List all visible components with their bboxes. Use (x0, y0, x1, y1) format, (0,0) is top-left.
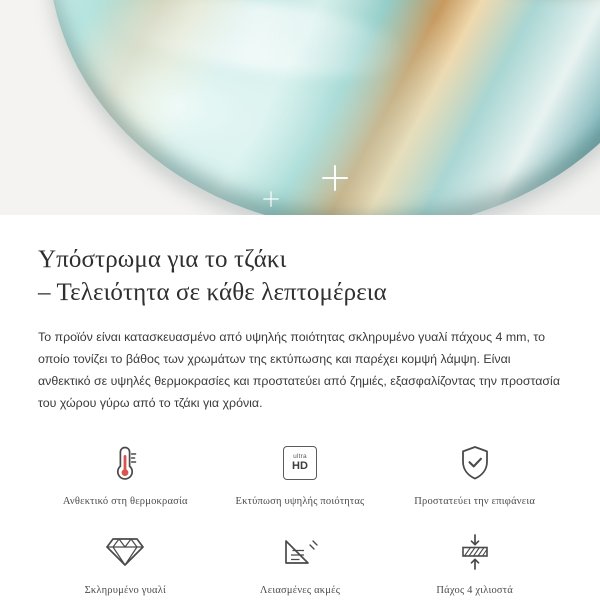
feature-label: Σκληρυμένο γυαλί (84, 585, 167, 596)
ultra-hd-icon (283, 440, 317, 486)
feature-item-tempered-glass (38, 525, 213, 600)
feature-item-polished-edges (213, 525, 388, 600)
thickness-arrows-icon (455, 529, 495, 575)
ultra-hd-badge-top: ultra (293, 452, 307, 460)
content-area (0, 243, 600, 600)
feature-item-print-quality (213, 436, 388, 519)
feature-label: Προστατεύει την επιφάνεια (414, 496, 536, 507)
feature-item-surface-protection (387, 436, 562, 519)
polished-edges-icon (280, 529, 320, 575)
feature-label: Λειασμένες ακμές (259, 585, 341, 596)
description-paragraph: Το προϊόν είναι κατασκευασμένο από υψηλής ποιότητας σκληρυμένο γυαλί πάχους 4 mm, το οποίο τονίζει το βάθος των χρωμάτων της εκτύπωσης και παρέχει κομψή λάμψη. Είναι ανθεκτικό σε υψηλές θερμοκρασίες και προστατεύει από ζημιές, εξασφαλίζοντας την προστασία του χώρου γύρω από το τζάκι για χρόνια. (38, 330, 560, 410)
diamond-icon (105, 529, 145, 575)
feature-item-temperature-resistant (38, 436, 213, 519)
ultra-hd-badge-bottom: HD (292, 460, 308, 473)
thermometer-icon (108, 440, 142, 486)
shield-check-icon (457, 440, 493, 486)
page-title-line2: – Τελειότητα σε κάθε λεπτομέρεια (38, 279, 387, 306)
feature-label: Εκτύπωση υψηλής ποιότητας (235, 496, 365, 507)
feature-label: Ανθεκτικό στη θερμοκρασία (62, 496, 188, 507)
feature-item-thickness (387, 525, 562, 600)
feature-label: Πάχος 4 χιλιοστά (436, 585, 513, 596)
page-title (38, 243, 562, 309)
feature-grid (38, 436, 562, 600)
page-title-line1: Υπόστρωμα για το τζάκι (38, 246, 287, 273)
hero-image (0, 0, 600, 215)
